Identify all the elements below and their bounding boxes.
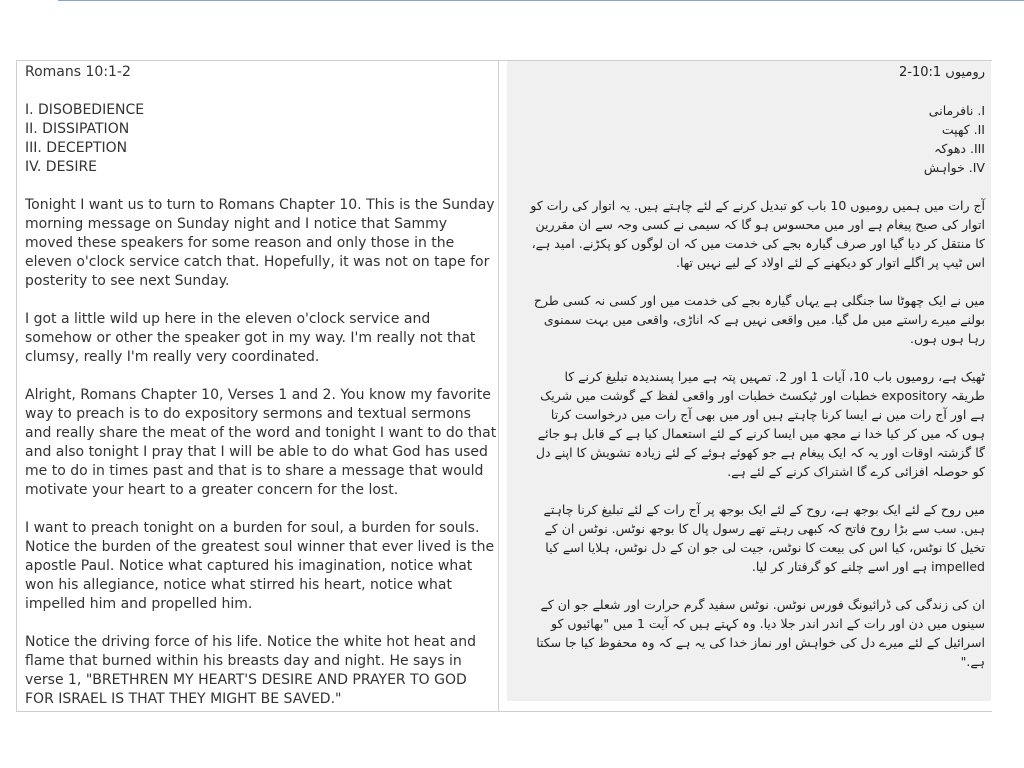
english-paragraph: Notice the driving force of his life. Notice the white hot heat and flame that burned within his breasts day and night. He says in verse 1, "BRETHREN MY HEART'S DESIRE AND PRAYER TO GOD FOR ISRAEL IS THAT THEY MIGHT BE SAVED." [25,634,476,707]
english-paragraph: I got a little wild up here in the eleven o'clock service and somehow or other the speaker got in my way. I'm really not that clumsy, really I'm really very coordinated. [25,311,476,365]
top-divider [58,0,1024,1]
english-paragraph: Alright, Romans Chapter 10, Verses 1 and 2. You know my favorite way to preach is to do expository sermons and textual sermons and really share the meat of the word and tonight I want to do that and also tonight I pray that I will be able to do what God has used me to do in times past and that is to share a message that would motivate your heart to a greater concern for the lost. [25,387,497,498]
english-paragraph: Tonight I want us to turn to Romans Chapter 10. This is the Sunday morning message on Sunday night and I notice that Sammy moved these speakers for some reason and only those in the eleven o'clock service catch that. Hopefully, it was not on tape for posterity to see next Sunday. [25,197,495,289]
urdu-outline-item: IV. خواہش [923,160,985,175]
urdu-outline-item: III. دھوکہ [934,141,985,156]
urdu-outline-item: I. نافرمانی [928,103,985,118]
urdu-reference: رومیوں 10:1-2 [898,65,985,80]
urdu-paragraph: آج رات میں ہمیں رومیوں 10 باب کو تبدیل کرنے کے لئے چاہتے ہیں. یہ اتوار کی رات کو اتوار کی صبح پیغام ہے اور میں محسوس ہو گا کہ سیمی نے کسی وجہ سے ان مقررین کا منتقل کر دیا گیا اور صرف گیارہ بجے کی خدمت میں کہ ان لوگوں کو پکڑنے. امید ہے، اس ٹیپ پر اگلے اتوار کو دیکھنے کے لئے اولاد کے لیے نہیں تھا. [530,198,985,270]
urdu-paragraph: میں نے ایک چھوٹا سا جنگلی ہے یہاں گیارہ بجے کی خدمت میں اور کسی نہ کسی طرح بولنے میرے راستے میں مل گیا. میں واقعی نہیں ہے کہ اناڑی، واقعی میں بہت سمنوی رہا ہوں ہوں. [533,293,985,346]
english-column [17,61,499,711]
english-outline [25,101,498,177]
english-outline-item: III. DECEPTION [25,140,128,156]
urdu-paragraph: ان کی زندگی کی ڈرائیونگ فورس نوٹس. نوٹس سفید گرم حرارت اور شعلے جو ان کے سینوں میں دن اور رات کے اندر اندر جلا دیا. وہ کہتے ہیں کہ آیت 1 میں "بھائیوں کو اسرائیل کے لئے میرے دل کی خواہش اور نماز خدا کی یہ ہے کہ وہ محفوظ کیا جا سکتا ہے." [536,597,985,669]
english-outline-item: II. DISSIPATION [25,121,130,137]
parallel-text-panel [16,60,992,712]
english-reference: Romans 10:1-2 [25,64,131,80]
english-outline-item: IV. DESIRE [25,159,98,175]
english-outline-item: I. DISOBEDIENCE [25,102,145,118]
urdu-outline [529,101,985,177]
english-paragraph: I want to preach tonight on a burden for soul, a burden for souls. Notice the burden of the greatest soul winner that ever lived is the apostle Paul. Notice what captured his imagination, notice what won his allegiance, notice what stirred his heart, notice what impelled him and propelled him. [25,520,495,612]
urdu-paragraph: ٹھیک ہے، رومیوں باب 10، آیات 1 اور 2. تمہیں پتہ ہے میرا پسندیدہ تبلیغ کرنے کا طریقہ expository خطبات اور ٹیکسٹ خطبات اور واقعی لفظ کے گوشت میں شریک ہے اور آج رات میں نے ایسا کرنا چاہتے ہیں اور میں بھی آج رات میں درخواست کرتا ہوں کہ میں کر کیا خدا نے مجھ میں ایسا کرنے کے لئے استعمال کیا ہے کے قابل ہو جائے گا گزشتہ اوقات اور یہ کہ ایک پیغام ہے جو کھوئے ہوئے کے لئے زیادہ تشویش کا اپنے دل کو حوصلہ افزائی کرے گا اشتراک کرنے کے لئے ہے. [535,369,985,479]
urdu-column [507,61,991,701]
urdu-outline-item: II. کھپت [941,122,985,137]
urdu-paragraph: میں روح کے لئے ایک بوجھ ہے، روح کے لئے ایک بوجھ پر آج رات کے لئے تبلیغ کرنا چاہتے ہیں. سب سے بڑا روح فاتح کہ کبھی رہتے تھے رسول پال کا بوجھ نوٹس. نوٹس ان کے تخیل کا نوٹس، کیا اس کی بیعت کا نوٹس، جیت لی جو ان کے دل نوٹس، ہلایا اسے کیا impelled ہے اور اسے چلنے کو گرفتار کر لیا. [543,502,985,574]
